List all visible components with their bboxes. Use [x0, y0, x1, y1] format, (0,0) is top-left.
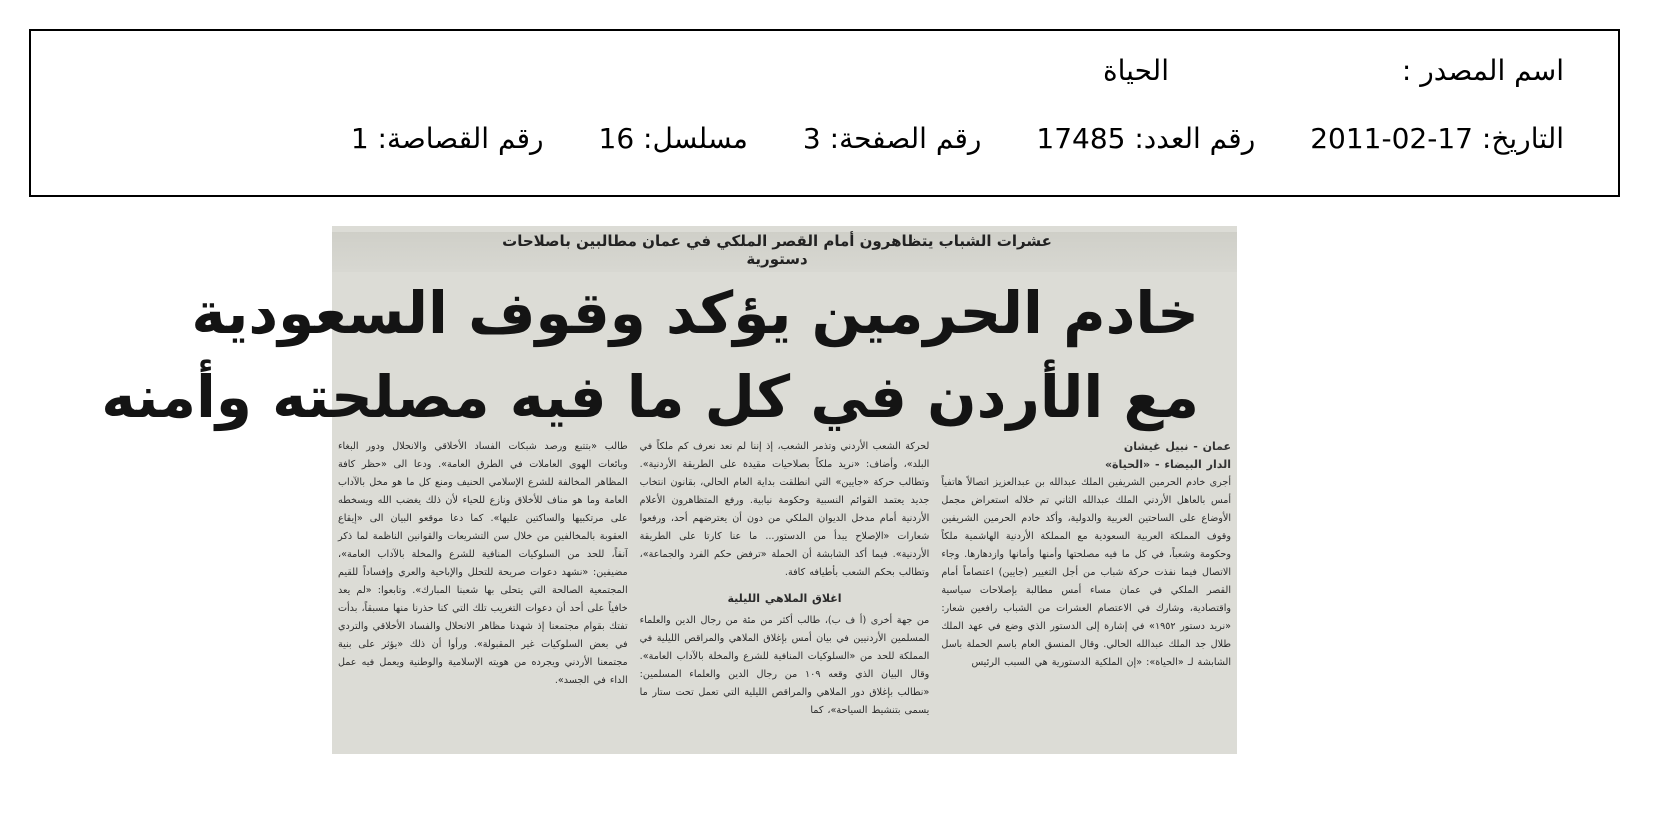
- headline-line-2: مع الأردن في كل ما فيه مصلحته وأمنه: [101, 363, 1199, 431]
- page-number-field: رقم الصفحة: 3: [802, 122, 982, 155]
- clipping-headline: [101, 271, 1199, 439]
- subheading: اغلاق الملاهي الليلية: [727, 592, 842, 605]
- byline-1: عمان - نبيل غيشان: [1123, 440, 1231, 453]
- serial-field: مسلسل: 16: [598, 122, 748, 155]
- issue-number-field: رقم العدد: 17485: [1036, 122, 1256, 155]
- source-info-box: [29, 29, 1620, 197]
- meta-line: [351, 119, 1564, 159]
- newspaper-clipping: [101, 226, 1237, 754]
- column-2b-text: من جهة أخرى (أ ف ب)، طالب أكثر من مئة من رجال الدين والعلماء المسلمين الأردنيين في بيان أمس بإغلاق الملاهي والمراقص الليلية في المملكة للحد من «السلوكيات المنافية للشرع والمخلة بالآداب العامة». وقال البيان الذي وقعه ١٠٩ من رجال الدين والعلماء المسلمين: «نطالب بإغلاق دور الملاهي والمراقص الليلية التي تعمل تحت ستار ما يسمى بتنشيط السياحة»، كما: [639, 615, 930, 716]
- clipping-kicker: عشرات الشباب يتظاهرون أمام القصر الملكي في عمان مطالبين باصلاحات دستورية: [502, 232, 1052, 268]
- article-column-2: [640, 438, 930, 750]
- source-line: [1103, 51, 1564, 91]
- source-value: الحياة: [1102, 54, 1169, 87]
- article-columns: [338, 438, 1231, 750]
- column-3-text: طالب «بتتبع ورصد شبكات الفساد الأخلاقي والانحلال ودور البغاء وبائعات الهوى العاملات في الطرق العامة». ودعا الى «حظر كافة المظاهر المخالفة للشرع الإسلامي الحنيف ومنع كل ما هو مخل بالآداب العامة وما هو مناف للأخلاق ونازع للحياء لأن ذلك يغضب الله ويسخطه على مرتكبيها والساكتين عليها». كما دعا موقعو البيان الى «إيقاع العقوبة بالمخالفين من خلال سن التشريعات والقوانين الناظمة لما ذكر آنفاً، للحد من السلوكيات المنافية للشرع والمخلة بالآداب العامة»، مضيفين: «نشهد دعوات صريحة للتحلل والإباحية والعري وإفساداً للقيم المجتمعية الصالحة التي يتحلى بها شعبنا المبارك». وتابعوا: «لم يعد خافياً على أحد أن دعوات التغريب تلك التي كنا حذرنا منها مسبقاً، بدأت تفتك بقوام مجتمعنا إذ شهدنا مظاهر الانحلال والفساد الأخلاقي والتردي في بعض السلوكيات غير المقبولة». ورأوا أن ذلك «يؤثر على بنية مجتمعنا الأردني ويجرده من هويته الإسلامية والوطنية ويعمل فيه عمل الداء في الجسد».: [337, 441, 628, 686]
- article-column-3: [338, 438, 628, 750]
- column-1-text: أجرى خادم الحرمين الشريفين الملك عبدالله بن عبدالعزيز اتصالاً هاتفياً أمس بالعاهل الأردني الملك عبدالله الثاني تم خلاله استعراض مجمل الأوضاع على الساحتين العربية والدولية، وأكد خادم الحرمين الشريفين وقوف المملكة العربية السعودية مع المملكة الأردنية الهاشمية ملكاً وحكومة وشعباً، في كل ما فيه مصلحتها وأمنها وأمانها وازدهارها. وجاء الاتصال فيما نفذت حركة شباب من أجل التغيير (جايين) اعتصاماً أمام القصر الملكي في عمان مساء أمس مطالبة بإصلاحات سياسية واقتصادية، وشارك في الاعتصام العشرات من الشباب رافعين شعار: «نريد دستور ١٩٥٢» في إشارة إلى الدستور الذي وضع في عهد الملك طلال جد الملك عبدالله الحالي. وقال المنسق العام باسم الحملة باسل الشابشة لـ «الحياة»: «إن الملكية الدستورية هي السبب الرئيس: [941, 477, 1231, 668]
- byline-2: الدار البيضاء - «الحياة»: [1104, 458, 1231, 471]
- clip-number-field: رقم القصاصة: 1: [350, 122, 544, 155]
- source-label: اسم المصدر :: [1401, 54, 1564, 87]
- date-field: التاريخ: 17-02-2011: [1310, 122, 1564, 155]
- column-2-text: لحركة الشعب الأردني وتذمر الشعب، إذ إننا لم نعد نعرف كم ملكاً في البلد»، وأضاف: «نريد ملكاً بصلاحيات مقيدة على الطريقة الأردنية». وتطالب حركة «جايين» التي انطلقت بداية العام الحالي، بقانون انتخاب جديد يعتمد القوائم النسبية وحكومة نيابية. ورفع المتظاهرون الأعلام الأردنية أمام مدخل الديوان الملكي من دون أن يعترضهم أحد، ورفعوا شعارات «الإصلاح يبدأ من الدستور... ما عنا كارتا على الطريقة الأردنية». فيما أكد الشابشة أن الحملة «ترفض حكم الفرد والجماعة»، وتطالب بحكم الشعب بأطيافه كافة.: [639, 441, 930, 578]
- headline-line-1: خادم الحرمين يؤكد وقوف السعودية: [191, 279, 1199, 347]
- article-column-1: [941, 438, 1231, 750]
